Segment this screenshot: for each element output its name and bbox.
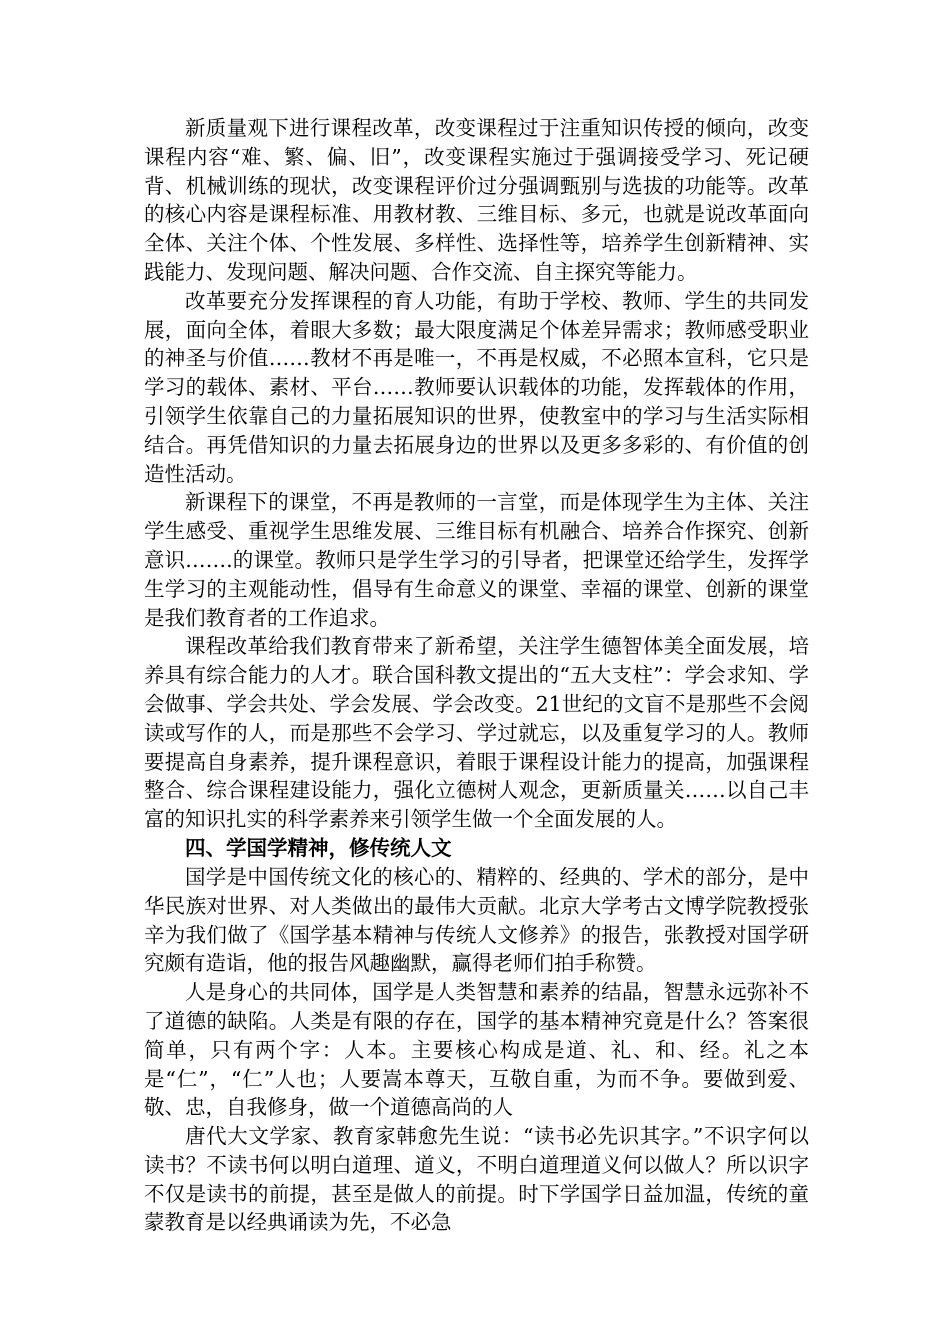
paragraph-guoxue-intro: 国学是中国传统文化的核心的、精粹的、经典的、学术的部分，是中华民族对世界、对人类做出的最伟大贡献。北京大学考古文博学院教授张辛为我们做了《国学基本精神与传统人文修养》的报告，张教授对国学研究颇有造诣，他的报告风趣幽默，赢得老师们拍手称赞。: [144, 864, 809, 976]
paragraph-curriculum-reform: 新质量观下进行课程改革，改变课程过于注重知识传授的倾向，改变课程内容“难、繁、偏、旧”，改变课程实施过于强调接受学习、死记硬背、机械训练的现状，改变课程评价过分强调甄别与选拔的功能等。改革的核心内容是课程标准、用教材教、三维目标、多元，也就是说改革面向全体、关注个体、个性发展、多样性、选择性等，培养学生创新精神、实践能力、发现问题、解决问题、合作交流、自主探究等能力。: [144, 116, 809, 284]
paragraph-five-pillars: 课程改革给我们教育带来了新希望，关注学生德智体美全面发展，培养具有综合能力的人才。联合国科教文提出的“五大支柱”：学会求知、学会做事、学会共处、学会发展、学会改变。21世纪的文盲不是那些不会阅读或写作的人，而是那些不会学习、学过就忘，以及重复学习的人。教师要提高自身素养，提升课程意识，着眼于课程设计能力的提高，加强课程整合、综合课程建设能力，强化立德树人观念，更新质量关……以自己丰富的知识扎实的科学素养来引领学生做一个全面发展的人。: [144, 634, 809, 832]
section-heading: 四、学国学精神，修传统人文: [185, 835, 452, 860]
paragraph-human-essence: 人是身心的共同体，国学是人类智慧和素养的结晶，智慧永远弥补不了道德的缺陷。人类是有限的存在，国学的基本精神究竟是什么？答案很简单，只有两个字：人本。主要核心构成是道、礼、和、经。礼之本是“仁”，“仁”人也；人要嵩本尊天，互敬自重，为而不争。要做到爱、敬、忠，自我修身，做一个道德高尚的人: [144, 980, 809, 1120]
paragraph-han-yu: 唐代大文学家、教育家韩愈先生说：“读书必先识其字。”不识字何以读书？不读书何以明白道理、道义，不明白道理道义何以做人？所以识字不仅是读书的前提，甚至是做人的前提。时下学国学日益加温，传统的童蒙教育是以经典诵读为先，不必急: [144, 1124, 809, 1235]
paragraph-new-classroom: 新课程下的课堂，不再是教师的一言堂，而是体现学生为主体、关注学生感受、重视学生思维发展、三维目标有机融合、培养合作探究、创新意识…….的课堂。教师只是学生学习的引导者，把课堂还给学生，发挥学生学习的主观能动性，倡导有生命意义的课堂、幸福的课堂、创新的课堂是我们教育者的工作追求。: [144, 490, 809, 630]
document-body: [144, 114, 809, 1237]
paragraph-educational-function: 改革要充分发挥课程的育人功能，有助于学校、教师、学生的共同发展，面向全体，着眼大多数；最大限度满足个体差异需求；教师感受职业的神圣与价值……教材不再是唯一，不再是权威，不必照本宣科，它只是学习的载体、素材、平台……教师要认识载体的功能，发挥载体的作用，引领学生依靠自己的力量拓展知识的世界，使教室中的学习与生活实际相结合。再凭借知识的力量去拓展身边的世界以及更多多彩的、有价值的创造性活动。: [144, 288, 809, 486]
